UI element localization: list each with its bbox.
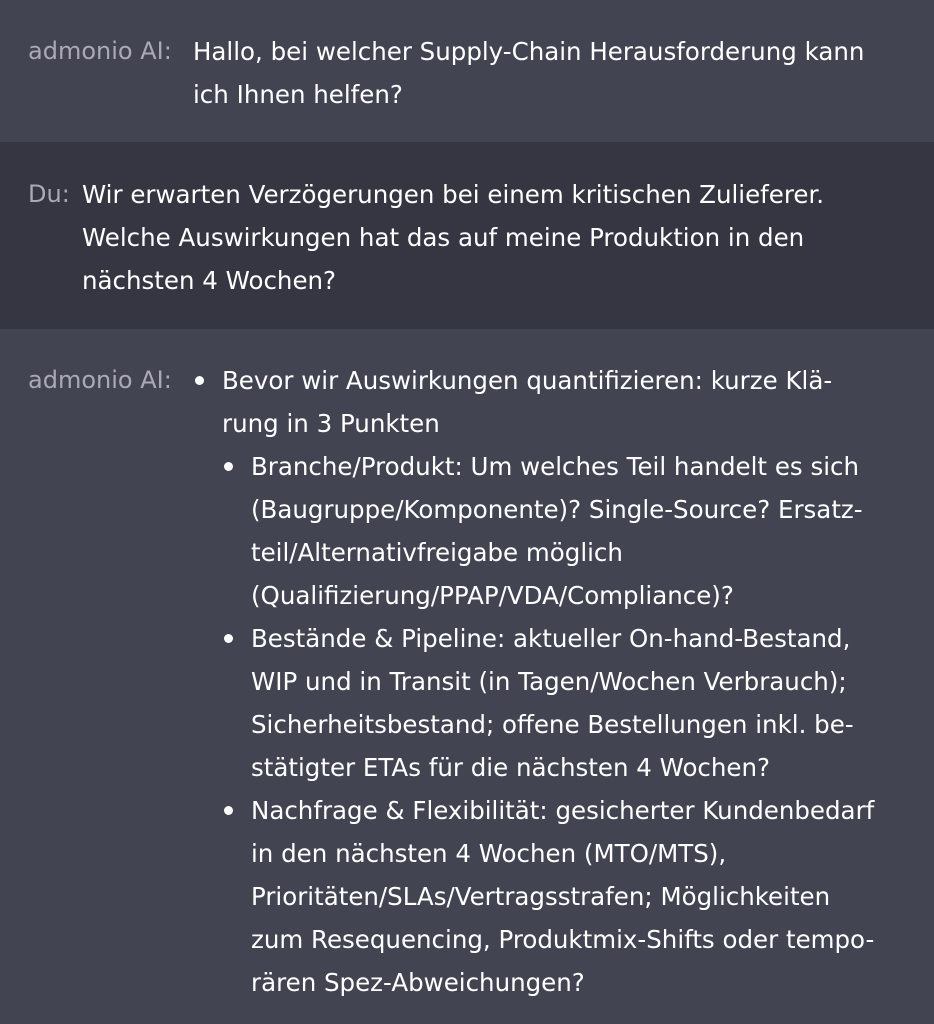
sub-bullet-line: Branche/Produkt: Um welches Teil handelt es sich	[251, 452, 860, 481]
message-line: Wir erwarten Verzögerungen bei einem kritischen Zulieferer.	[82, 180, 825, 209]
sender-label: admonio AI:	[28, 366, 172, 394]
bullet-item	[193, 359, 914, 1004]
sub-bullet-line: Sicherheitsbestand; offene Bestellungen inkl. be-	[251, 710, 854, 739]
message-line: ich Ihnen helfen?	[193, 80, 403, 109]
message-line: nächsten 4 Wochen?	[82, 266, 337, 295]
bullet-line: rung in 3 Punkten	[222, 409, 440, 438]
bullet-line: Bevor wir Auswirkungen quantifizieren: kurze Klä-	[222, 366, 833, 395]
message-text	[193, 359, 914, 1004]
sub-bullet-item	[222, 789, 914, 1004]
sub-bullet-line: rären Spez-Abweichungen?	[251, 968, 585, 997]
assistant-message	[0, 0, 934, 142]
sub-bullet-line: Bestände & Pipeline: aktueller On-hand-Bestand,	[251, 624, 851, 653]
assistant-message	[0, 329, 934, 1024]
user-message	[0, 142, 934, 329]
sub-bullet-line: zum Resequencing, Produktmix-Shifts oder tempo-	[251, 925, 875, 954]
sub-bullet-line: Prioritäten/SLAs/Vertragsstrafen; Möglichkeiten	[251, 882, 831, 911]
message-text	[82, 173, 914, 302]
sub-bullet-line: in den nächsten 4 Wochen (MTO/MTS),	[251, 839, 727, 868]
sub-bullet-line: WIP und in Transit (in Tagen/Wochen Verbrauch);	[251, 667, 847, 696]
sub-bullet-line: (Baugruppe/Komponente)? Single-Source? Ersatz-	[251, 495, 863, 524]
sender-label: admonio AI:	[28, 37, 172, 65]
sub-bullet-line: (Qualifizierung/PPAP/VDA/Compliance)?	[251, 581, 734, 610]
sender-label: Du:	[28, 180, 70, 208]
sub-bullet-list	[222, 445, 914, 1004]
bullet-list	[193, 359, 914, 1004]
message-line: Welche Auswirkungen hat das auf meine Produktion in den	[82, 223, 805, 252]
sub-bullet-line: teil/Alternativfreigabe möglich	[251, 538, 623, 567]
sub-bullet-line: stätigter ETAs für die nächsten 4 Wochen?	[251, 753, 771, 782]
sub-bullet-item	[222, 445, 914, 617]
message-text	[193, 30, 914, 116]
sub-bullet-line: Nachfrage & Flexibilität: gesicherter Kundenbedarf	[251, 796, 875, 825]
sub-bullet-item	[222, 617, 914, 789]
message-line: Hallo, bei welcher Supply-Chain Herausforderung kann	[193, 37, 865, 66]
